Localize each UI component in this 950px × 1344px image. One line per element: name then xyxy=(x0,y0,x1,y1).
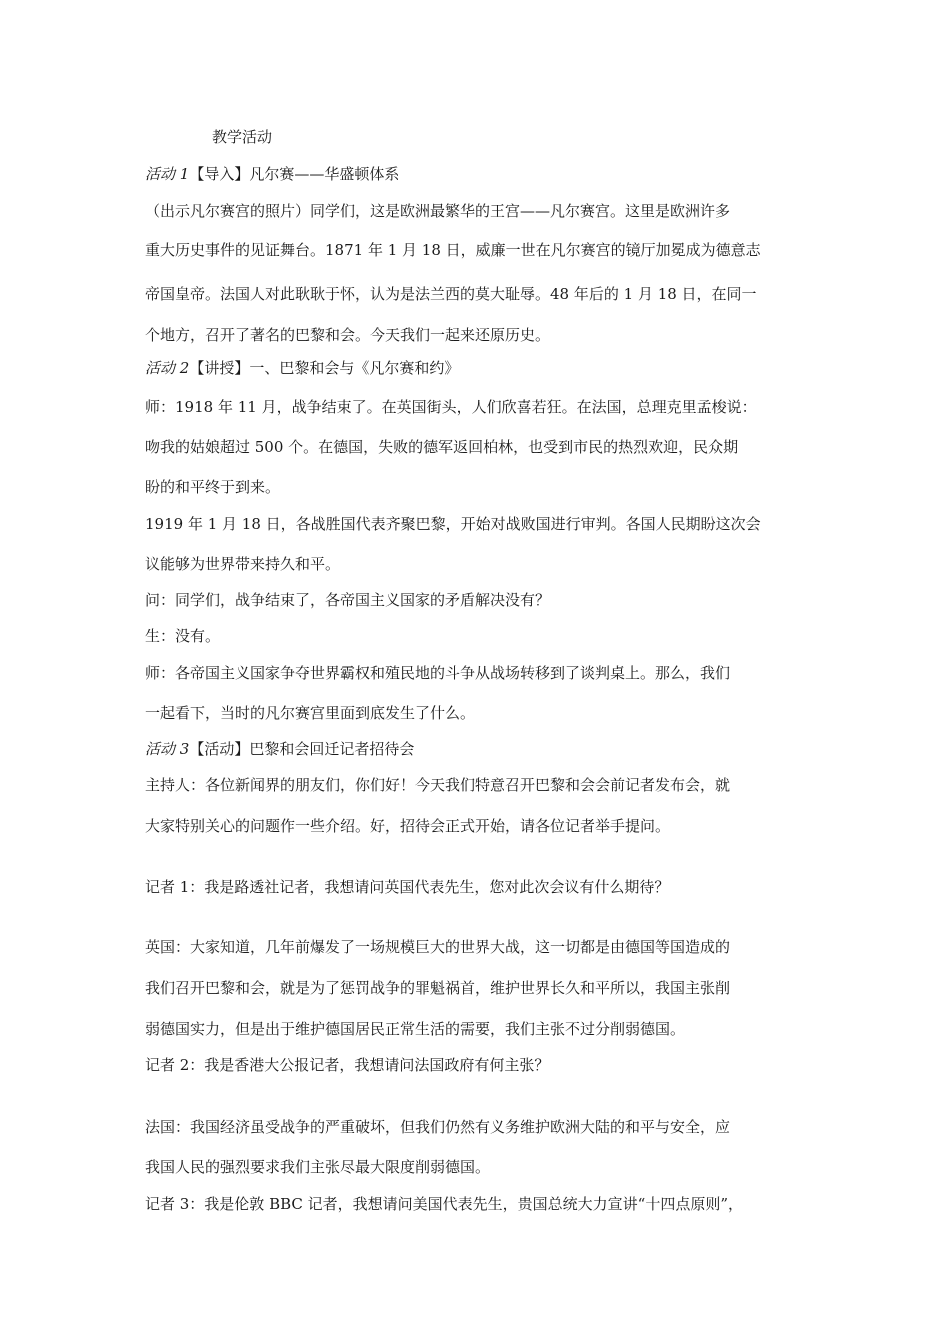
paragraph-line: 一起看下，当时的凡尔赛宫里面到底发生了什么。 xyxy=(145,704,476,722)
paragraph-line: 帝国皇帝。法国人对此耿耿于怀，认为是法兰西的莫大耻辱。48 年后的 1 月 18 日，在同一 xyxy=(145,285,757,303)
activity-3-heading xyxy=(145,739,414,759)
activity-3-title: 【活动】巴黎和会回迁记者招待会 xyxy=(189,740,415,758)
paragraph-line: 记者 1：我是路透社记者，我想请问英国代表先生，您对此次会议有什么期待？ xyxy=(145,878,670,896)
paragraph-line: 主持人：各位新闻界的朋友们，你们好！今天我们特意召开巴黎和会会前记者发布会，就 xyxy=(145,776,731,794)
activity-1-heading xyxy=(145,164,399,184)
paragraph-line: 重大历史事件的见证舞台。1871 年 1 月 18 日，威廉一世在凡尔赛宫的镜厅加冕成为德意志 xyxy=(145,241,761,259)
page-title: 教学活动 xyxy=(212,128,273,146)
paragraph-line: （出示凡尔赛宫的照片）同学们，这是欧洲最繁华的王宫——凡尔赛宫。这里是欧洲许多 xyxy=(145,202,731,220)
activity-1-label: 活动 1 xyxy=(145,165,190,183)
paragraph-line: 记者 2：我是香港大公报记者，我想请问法国政府有何主张？ xyxy=(145,1056,550,1074)
paragraph-line: 弱德国实力，但是出于维护德国居民正常生活的需要，我们主张不过分削弱德国。 xyxy=(145,1020,686,1038)
paragraph-line: 盼的和平终于到来。 xyxy=(145,478,281,496)
activity-2-label: 活动 2 xyxy=(145,359,190,377)
paragraph-line: 师：1918 年 11 月，战争结束了。在英国街头，人们欣喜若狂。在法国，总理克里孟梭说： xyxy=(145,398,757,416)
paragraph-line: 记者 3：我是伦敦 BBC 记者，我想请问美国代表先生，贵国总统大力宣讲“十四点原则”， xyxy=(145,1195,743,1213)
paragraph-line: 师：各帝国主义国家争夺世界霸权和殖民地的斗争从战场转移到了谈判桌上。那么，我们 xyxy=(145,664,731,682)
paragraph-line: 问：同学们，战争结束了，各帝国主义国家的矛盾解决没有？ xyxy=(145,591,551,609)
paragraph-line: 1919 年 1 月 18 日，各战胜国代表齐聚巴黎，开始对战败国进行审判。各国人民期盼这次会 xyxy=(145,515,761,533)
paragraph-line: 我国人民的强烈要求我们主张尽最大限度削弱德国。 xyxy=(145,1158,491,1176)
activity-2-heading xyxy=(145,358,459,378)
paragraph-line: 议能够为世界带来持久和平。 xyxy=(145,555,341,573)
paragraph-line: 法国：我国经济虽受战争的严重破坏，但我们仍然有义务维护欧洲大陆的和平与安全，应 xyxy=(145,1118,731,1136)
paragraph-line: 生：没有。 xyxy=(145,627,221,645)
activity-1-title: 【导入】凡尔赛——华盛顿体系 xyxy=(189,165,400,183)
activity-3-label: 活动 3 xyxy=(145,740,190,758)
activity-2-title: 【讲授】一、巴黎和会与《凡尔赛和约》 xyxy=(189,359,460,377)
paragraph-line: 大家特别关心的问题作一些介绍。好，招待会正式开始，请各位记者举手提问。 xyxy=(145,817,671,835)
paragraph-line: 个地方，召开了著名的巴黎和会。今天我们一起来还原历史。 xyxy=(145,326,551,344)
paragraph-line: 英国：大家知道，几年前爆发了一场规模巨大的世界大战，这一切都是由德国等国造成的 xyxy=(145,938,731,956)
paragraph-line: 吻我的姑娘超过 500 个。在德国，失败的德军返回柏林，也受到市民的热烈欢迎，民众期 xyxy=(145,438,739,456)
paragraph-line: 我们召开巴黎和会，就是为了惩罚战争的罪魁祸首，维护世界长久和平所以，我国主张削 xyxy=(145,979,731,997)
